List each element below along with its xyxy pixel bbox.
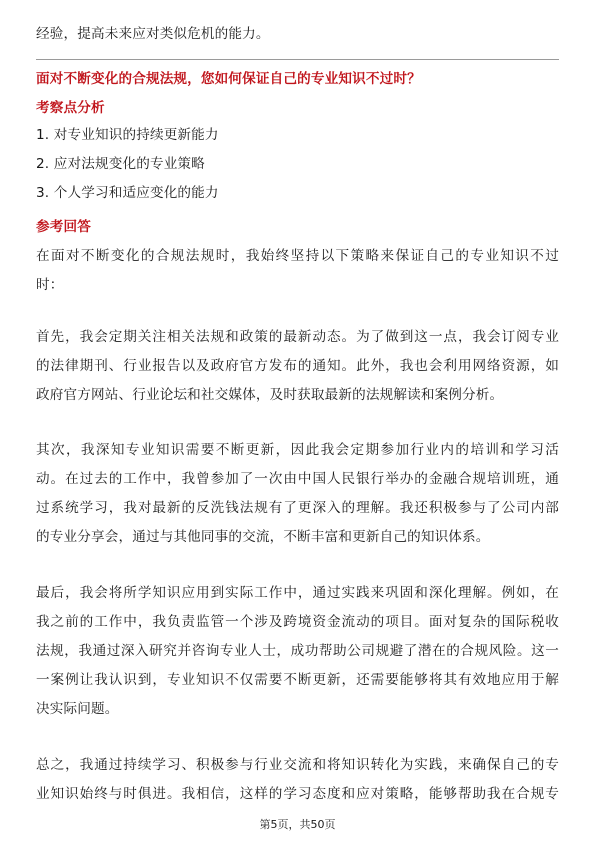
answer-line: 总之，我通过持续学习、积极参与行业交流和将知识转化为实践，来确保自己的专 [36, 757, 559, 773]
section-divider [36, 59, 559, 60]
document-page [36, 0, 559, 842]
analysis-point-1: 1. 对专业知识的持续更新能力 [36, 127, 219, 143]
answer-line: 动。在过去的工作中，我曾参加了一次由中国人民银行举办的金融合规培训班，通 [36, 471, 559, 487]
question-title: 面对不断变化的合规法规，您如何保证自己的专业知识不过时？ [36, 71, 421, 87]
answer-line: 业知识始终与时俱进。我相信，这样的学习态度和应对策略，能够帮助我在合规专 [36, 786, 559, 802]
answer-line: 在面对不断变化的合规法规时，我始终坚持以下策略来保证自己的专业知识不过 [36, 248, 559, 264]
page-number: 第5页，共50页 [259, 818, 336, 831]
intro-tail-text: 经验，提高未来应对类似危机的能力。 [36, 26, 270, 42]
answer-line: 最后，我会将所学知识应用到实际工作中，通过实践来巩固和深化理解。例如，在 [36, 585, 559, 601]
answer-line: 政府官方网站、行业论坛和社交媒体，及时获取最新的法规解读和案例分析。 [36, 387, 504, 403]
answer-line: 法规，我通过深入研究并咨询专业人士，成功帮助公司规避了潜在的合规风险。这一 [36, 643, 559, 659]
answer-line: 过系统学习，我对最新的反洗钱法规有了更深入的理解。我还积极参与了公司内部 [36, 500, 559, 516]
analysis-point-3: 3. 个人学习和适应变化的能力 [36, 185, 219, 201]
answer-line: 时： [36, 277, 64, 293]
answer-line: 一案例让我认识到，专业知识不仅需要不断更新，还需要能够将其有效地应用于解 [36, 672, 559, 688]
answer-heading: 参考回答 [36, 219, 91, 235]
answer-line: 的法律期刊、行业报告以及政府官方发布的通知。此外，我也会利用网络资源，如 [36, 358, 559, 374]
analysis-heading: 考察点分析 [36, 100, 105, 116]
analysis-point-2: 2. 应对法规变化的专业策略 [36, 156, 205, 172]
answer-line: 的专业分享会，通过与其他同事的交流，不断丰富和更新自己的知识体系。 [36, 529, 490, 545]
answer-line: 首先，我会定期关注相关法规和政策的最新动态。为了做到这一点，我会订阅专业 [36, 329, 559, 345]
answer-line: 决实际问题。 [36, 701, 119, 717]
answer-line: 其次，我深知专业知识需要不断更新，因此我会定期参加行业内的培训和学习活 [36, 442, 559, 458]
answer-line: 我之前的工作中，我负责监管一个涉及跨境资金流动的项目。面对复杂的国际税收 [36, 614, 559, 630]
